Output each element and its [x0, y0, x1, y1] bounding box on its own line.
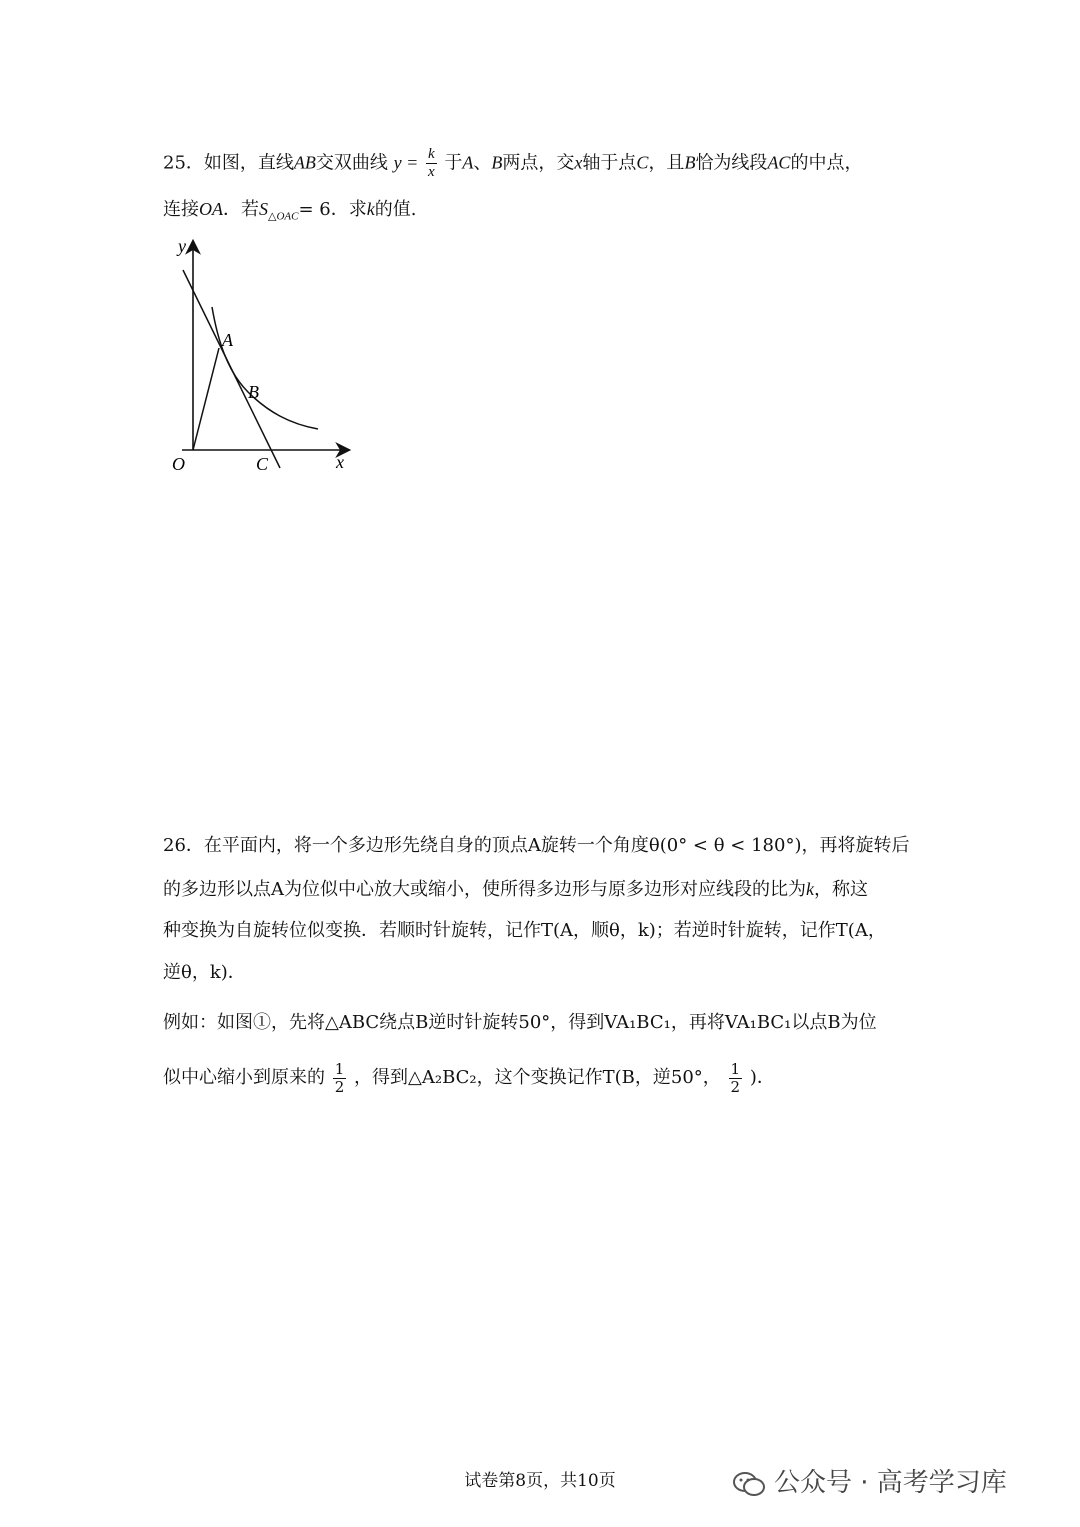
wechat-icon: [732, 1471, 766, 1497]
q25-text: 连接: [163, 199, 199, 220]
q25-var: x: [574, 152, 583, 173]
page-footer: 试卷第8页，共10页: [464, 1471, 616, 1491]
label-x: x: [336, 452, 344, 472]
q25-var: AB: [293, 152, 316, 173]
label-c: C: [256, 454, 269, 474]
q26-text: 似中心缩小到原来的: [163, 1067, 325, 1088]
q26-line6: [163, 1058, 775, 1098]
q25-text: 如图，直线: [203, 152, 294, 174]
q26-line3: 种变换为自旋转位似变换．若顺时针旋转，记作T(A，顺θ，k)；若逆时针旋转，记作T(A，: [163, 920, 886, 941]
q26-line1: 26．在平面内，将一个多边形先绕自身的顶点A旋转一个角度θ(0° < θ < 180°)，再将旋转后: [163, 835, 910, 856]
area-value: = 6: [298, 199, 331, 220]
hyperbola-curve: [212, 307, 318, 429]
q25-text: 的中点，: [790, 152, 863, 174]
q26-line2: [163, 878, 868, 901]
q25-line1: [163, 146, 862, 181]
q25-text: 恰为线段: [695, 152, 768, 174]
q25-var: AC: [767, 152, 791, 173]
q25-number: 25．: [163, 152, 204, 174]
q25-var: B: [684, 152, 696, 173]
q25-text: ，且: [648, 152, 685, 174]
q26-text: )．: [749, 1067, 775, 1088]
q25-text: ．求: [330, 199, 367, 220]
q26-text: ，称这: [814, 879, 868, 900]
area-subscript: △OAC: [268, 210, 299, 223]
label-b: B: [248, 382, 259, 402]
fraction-one-half: [333, 1061, 347, 1096]
q26-line5: 例如：如图①，先将△ABC绕点B逆时针旋转50°，得到VA₁BC₁，再将VA₁BC₁以点B为位: [163, 1012, 877, 1033]
q25-line2: [163, 198, 416, 228]
q25-text: ．若: [223, 199, 259, 220]
q26-text: 的多边形以点A为位似中心放大或缩小，使所得多边形与原多边形对应线段的比为: [163, 879, 806, 900]
frac-num: 1: [730, 1059, 741, 1078]
q26-line4: 逆θ，k)．: [163, 962, 246, 983]
q25-text: 轴于点: [582, 152, 637, 174]
q25-text: 两点，交: [502, 152, 575, 174]
frac-den: 2: [730, 1077, 741, 1096]
q26-text: ，得到△A₂BC₂，这个变换记作T(B，逆50°，: [354, 1067, 721, 1088]
q25-var: OA: [199, 199, 223, 219]
q25-text: 于: [444, 152, 463, 174]
q25-var: B: [491, 152, 503, 173]
q25-text: 、: [473, 152, 492, 174]
frac-num: 1: [334, 1059, 345, 1078]
q25-var: A: [462, 152, 474, 173]
q25-var: k: [366, 199, 375, 219]
line-ac: [183, 270, 280, 468]
q26-var: k: [806, 879, 814, 899]
label-a: A: [222, 330, 233, 350]
segment-oa: [193, 348, 219, 450]
q25-var: y =: [393, 152, 419, 173]
watermark: [732, 1462, 1007, 1499]
frac-num: k: [428, 146, 435, 162]
q25-figure: [160, 232, 360, 482]
fraction-one-half: [729, 1061, 743, 1096]
watermark-text: 公众号 · 高考学习库: [774, 1468, 1007, 1498]
frac-den: x: [428, 164, 435, 180]
label-o: O: [172, 454, 185, 474]
frac-den: 2: [334, 1077, 345, 1096]
fraction-k-over-x: [426, 146, 437, 181]
area-symbol: S: [259, 199, 268, 219]
q25-var: C: [636, 152, 649, 173]
label-y: y: [178, 236, 186, 256]
q25-text: 交双曲线: [315, 152, 388, 174]
q25-text: 的值.: [374, 199, 417, 220]
